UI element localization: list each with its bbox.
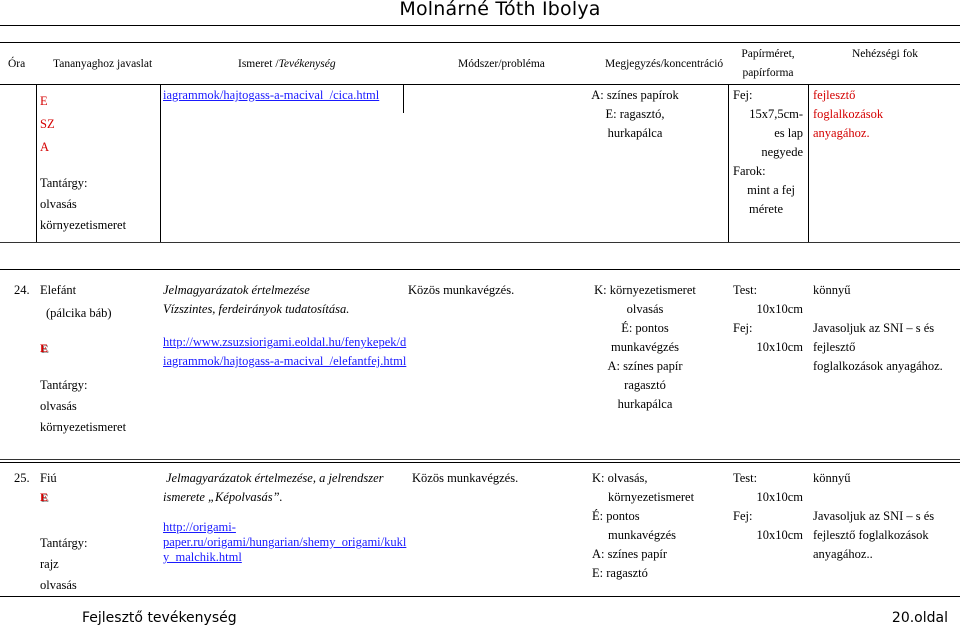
prev-size-2: 15x7,5cm- [749,107,803,121]
row25-link-3[interactable]: y_malchik.html [163,550,242,564]
col-ismeret [238,58,336,70]
row24-link-1[interactable]: http://www.zsuzsiorigami.eoldal.hu/fenykepek/d [163,335,407,349]
row24-subject [40,281,155,437]
row24-act-1: Jelmagyarázatok értelmezése [163,283,310,297]
prev-size-1: Fej: [733,88,753,102]
col-ora: Óra [8,58,26,70]
footer-left: Fejlesztő tevékenység [82,610,237,626]
row24-size-1: Test: [733,283,758,297]
row24-activity [163,281,407,371]
vline-2 [160,85,161,242]
prev-subj-2: SZ [40,117,55,131]
row24-difficulty [813,281,943,376]
row25-act-2: ismerete „Képolvasás”. [163,490,283,504]
row25-badge: E [40,490,49,504]
row24-diff-1: könnyű [813,283,851,297]
prev-size [733,86,803,219]
col-tananyag: Tananyaghoz javaslat [53,58,153,70]
row25-subj-1: Tantárgy: [40,536,88,550]
row25-size [733,469,803,545]
row24-conc-3: É: pontos [621,321,669,335]
row25-link-2[interactable]: paper.ru/origami/hungarian/shemy_origami/kukl [163,535,407,549]
prev-size-4: negyede [761,145,803,159]
row25-subj-2: rajz [40,557,59,571]
row25-size-2: 10x10cm [756,490,803,504]
row25-conc-2: környezetismeret [608,490,695,504]
prev-diff-1: fejlesztő [813,88,856,102]
row25-top-border [0,462,960,463]
col-modszer: Módszer/probléma [458,58,545,70]
prev-concentration [575,86,695,143]
prev-diff-2: foglalkozások [813,107,884,121]
page-title: Molnárné Tóth Ibolya [399,0,601,20]
row25-conc-5: A: színes papír [592,547,667,561]
row25-size-1: Test: [733,471,758,485]
prev-subj-4: Tantárgy: [40,176,88,190]
row25-diff-2: Javasoljuk az SNI – s és [813,509,935,523]
row25-act-1: Jelmagyarázatok értelmezése, a jelrendszer [166,471,384,485]
row25-difficulty [813,469,934,564]
prev-subj-6: környezetismeret [40,218,127,232]
prev-difficulty [813,86,883,143]
prev-size-5: Farok: [733,164,766,178]
row24-concentration [575,281,715,414]
row25-conc-6: E: ragasztó [592,566,648,580]
col-megjegyzes: Megjegyzés/koncentráció [605,58,724,70]
row25-conc-3: É: pontos [592,509,640,523]
row25-subj-3: olvasás [40,578,77,592]
row25-diff-1: könnyű [813,471,851,485]
col-ismeret-a: Ismeret / [238,58,279,70]
row25-concentration [592,469,722,583]
row24-conc-7: hurkapálca [617,397,673,411]
col-papir-2: papírforma [742,67,794,79]
row25-method: Közös munkavégzés. [412,471,519,485]
row24-subtitle: (pálcika báb) [46,306,112,320]
row-separator-2 [0,459,960,460]
row24-subj-3: környezetismeret [40,420,127,434]
prev-subj-1: E [40,94,48,108]
row25-conc-1: K: olvasás, [592,471,648,485]
row24-size-4: 10x10cm [756,340,803,354]
row24-method: Közös munkavégzés. [408,283,515,297]
row25-number: 25. [14,471,30,485]
row24-number: 24. [14,283,30,297]
prev-subj-3: A [40,140,50,154]
row24-conc-2: olvasás [626,302,664,316]
vline-1 [36,85,37,242]
prev-conc-3: hurkapálca [607,126,663,140]
row24-diff-4: foglalkozások anyagához. [813,359,943,373]
row24-size-3: Fej: [733,321,753,335]
row25-conc-4: munkavégzés [608,528,677,542]
row24-subj-2: olvasás [40,399,77,413]
vline-5 [808,85,809,242]
row25-diff-4: anyagához.. [813,547,873,561]
footer-page-number: 20.oldal [891,610,948,626]
prev-size-3: es lap [774,126,803,140]
table-bottom-border [0,596,960,597]
row24-link-2[interactable]: iagrammok/hajtogass-a-macival_/elefantfej.html [163,354,407,368]
row24-subj-1: Tantárgy: [40,378,88,392]
row25-link-1[interactable]: http://origami- [163,520,236,534]
vline-4 [728,85,729,242]
prev-diff-3: anyagához. [813,126,870,140]
prev-subj-5: olvasás [40,197,77,211]
row24-badge: E [40,341,49,355]
header-bottom-border [0,84,960,85]
row24-act-2: Vízszintes, ferdeirányok tudatosítása. [163,302,350,316]
row-separator-1 [0,242,960,243]
prev-size-7: mérete [748,202,783,216]
row24-size [733,281,803,357]
row24-diff-3: fejlesztő [813,340,856,354]
row24-diff-2: Javasoljuk az SNI – s és [813,321,935,335]
row25-size-3: Fej: [733,509,753,523]
row24-top-border [0,269,960,270]
row24-conc-6: ragasztó [624,378,666,392]
row25-diff-3: fejlesztő foglalkozások [813,528,929,542]
prev-subject [40,92,126,235]
row25-subject [40,469,155,595]
col-nehezseg: Nehézségi fok [851,48,919,60]
header-rule [0,25,960,26]
row24-conc-4: munkavégzés [610,340,680,354]
prev-link[interactable]: iagrammok/hajtogass-a-macival_/cica.html [163,88,380,102]
prev-conc-1: A: színes papírok [591,88,679,102]
row24-title: Elefánt [40,283,77,297]
row25-title: Fiú [40,471,57,485]
prev-size-6: mint a fej [747,183,795,197]
row24-conc-5: A: színes papír [607,359,683,373]
prev-conc-2: E: ragasztó, [605,107,665,121]
row24-conc-1: K: környezetismeret [594,283,696,297]
row25-size-4: 10x10cm [756,528,803,542]
row24-size-2: 10x10cm [756,302,803,316]
vline-3 [403,85,404,113]
col-ismeret-b: Tevékenység [278,58,336,70]
row25-activity [163,469,408,565]
table-top-border [0,42,960,43]
col-papir-1: Papírméret, [741,48,795,60]
